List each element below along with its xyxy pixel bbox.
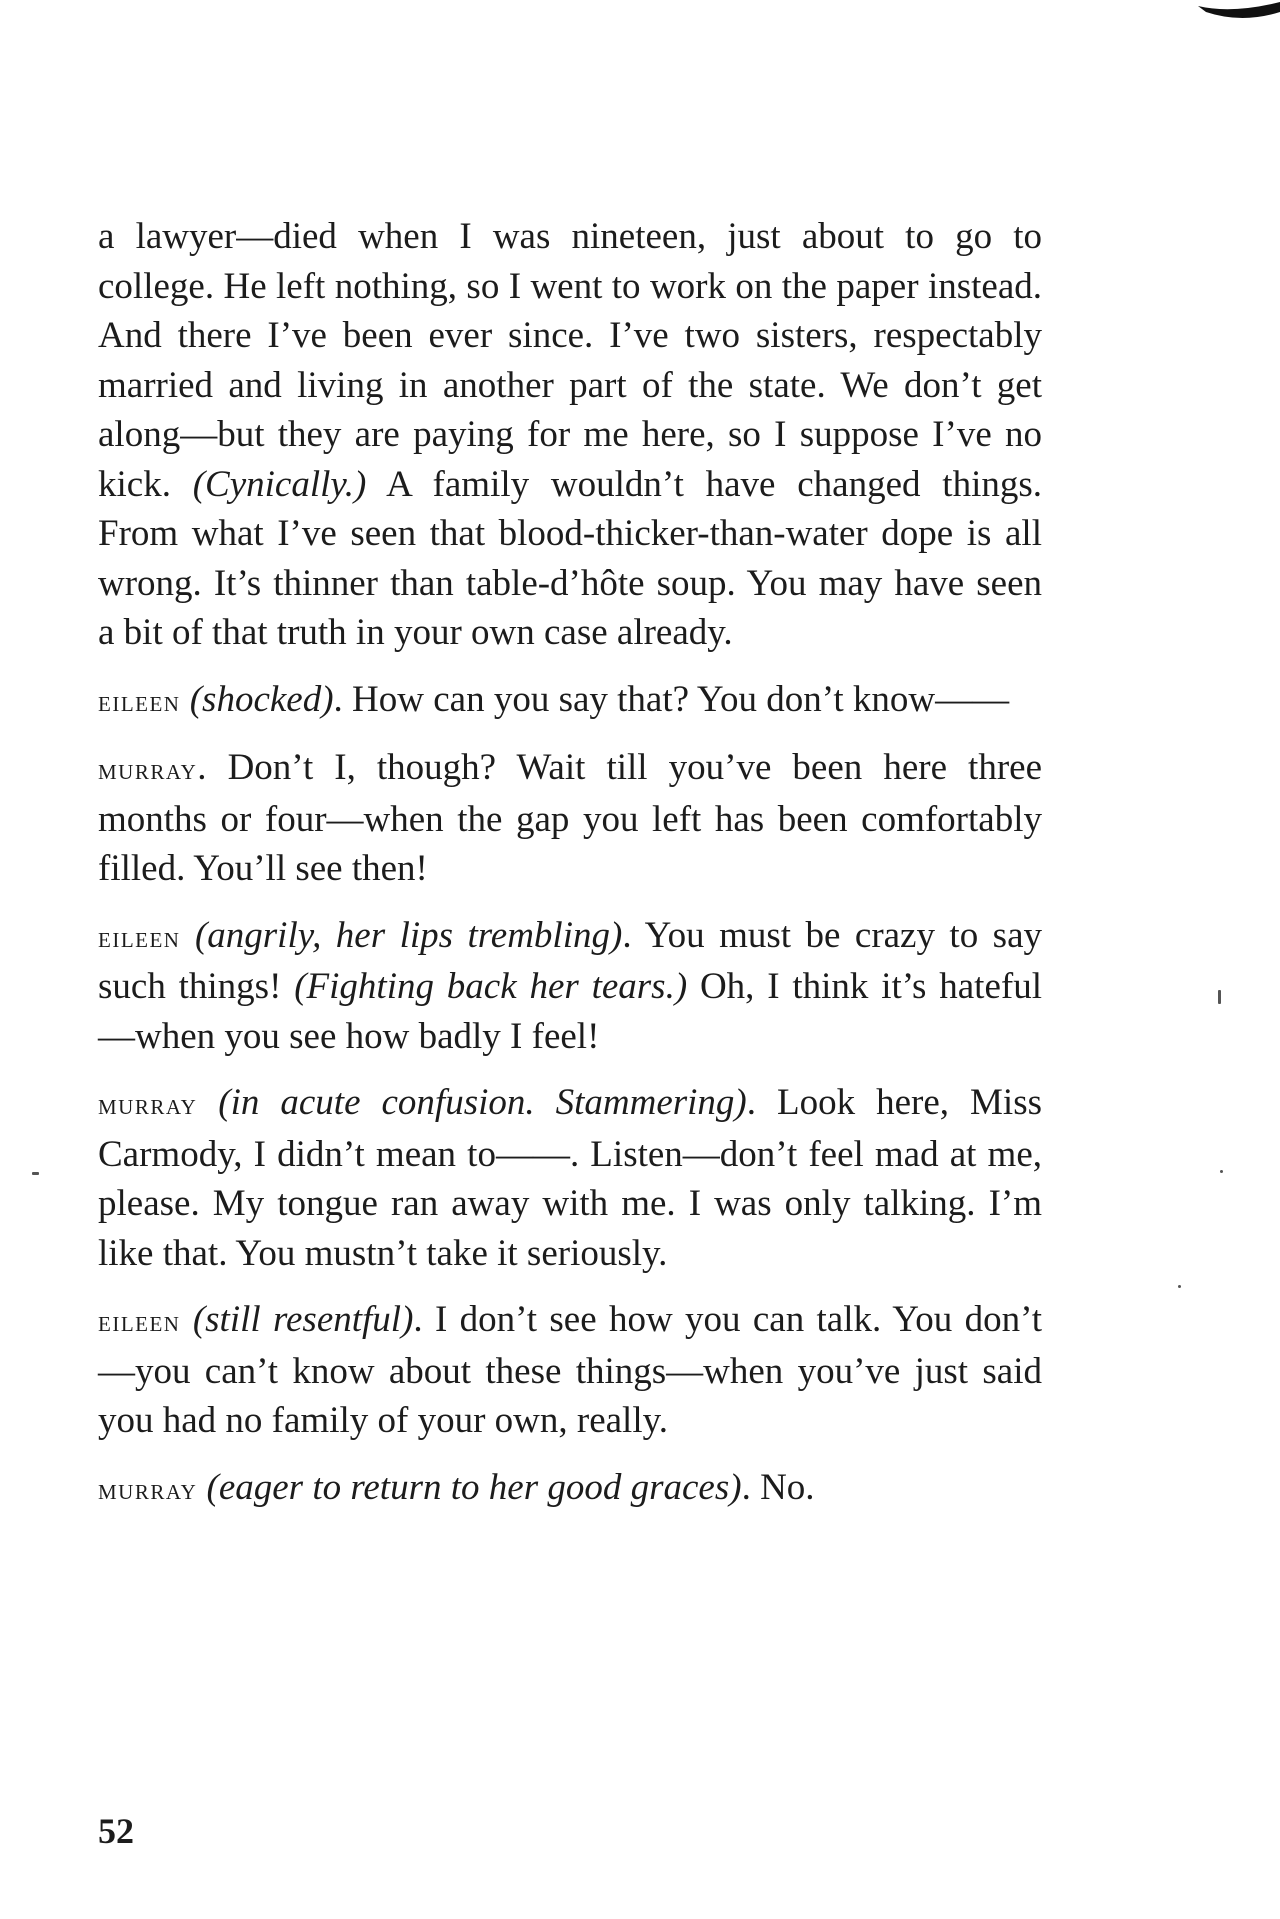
paper-speck: [1220, 1170, 1223, 1173]
dialogue-murray-confusion: [98, 1078, 1042, 1278]
dialogue-murray-though: [98, 743, 1042, 894]
speaker-name: murray: [98, 1472, 198, 1506]
dialogue-text: . Look here, Miss Carmody, I didn’t mean to——. Listen—don’t feel mad at me, please. My tongue ran away with me. I was only talking. I’m like that. You mustn’t take it seriously.: [98, 1082, 1043, 1274]
dialogue-text: . How can you say that? You don’t know——: [333, 678, 1010, 720]
dialogue-text: . No.: [741, 1466, 815, 1508]
dialogue-eileen-shocked: [98, 675, 1042, 727]
paragraph-text-before: a lawyer—died when I was nineteen, just about to go to college. He left nothing, so I went to work on the paper instead. And there I’ve been ever since. I’ve two sisters, respectably married and living in another part of the state. We don’t get along—but they are paying for me here, so I suppose I’ve no kick.: [98, 216, 1042, 505]
stage-direction: (Fighting back her tears.): [294, 966, 688, 1007]
dialogue-text: . I don’t see how you can talk. You don’t—you can’t know about these things—when you’ve just said you had no family of your own, really.: [98, 1299, 1042, 1441]
speaker-name: murray: [98, 753, 198, 786]
paper-speck: [32, 1172, 39, 1175]
stage-direction: (angrily, her lips trembling): [194, 914, 623, 956]
narrative-paragraph: [98, 212, 1042, 658]
paper-speck: [1178, 1285, 1181, 1288]
dialogue-text: . Don’t I, though? Wait till you’ve been here three months or four—when the gap you left has been comfortably filled. You’ll see then!: [98, 747, 1042, 889]
dialogue-text-after: Oh, I think it’s hateful—when you see how badly I feel!: [98, 966, 1042, 1057]
stage-direction: (shocked): [189, 678, 334, 720]
speaker-name: eileen: [98, 684, 181, 718]
dialogue-murray-eager: [98, 1463, 1042, 1515]
page-number: 52: [98, 1811, 134, 1851]
paragraph-text-after: A family wouldn’t have changed things. From what I’ve seen that blood-thicker-than-water dope is all wrong. It’s thinner than table-d’hôte soup. You may have seen a bit of that truth in your own case already.: [98, 463, 1042, 653]
speaker-name: eileen: [98, 1305, 181, 1338]
dialogue-eileen-resentful: [98, 1295, 1042, 1446]
stage-direction: (still resentful): [192, 1299, 414, 1340]
page-body: [98, 212, 1042, 1531]
stage-direction: (in acute confusion. Stammering): [218, 1082, 747, 1123]
page-edge-mark: [1192, 0, 1280, 28]
speaker-name: murray: [98, 1088, 198, 1121]
stage-direction: (eager to return to her good graces): [206, 1466, 742, 1508]
speaker-name: eileen: [98, 920, 181, 954]
dialogue-eileen-angrily: [98, 911, 1042, 1062]
paper-speck: [1218, 990, 1221, 1004]
stage-direction: (Cynically.): [192, 463, 367, 505]
dialogue-text: . You must be crazy to say such things!: [98, 914, 1042, 1007]
